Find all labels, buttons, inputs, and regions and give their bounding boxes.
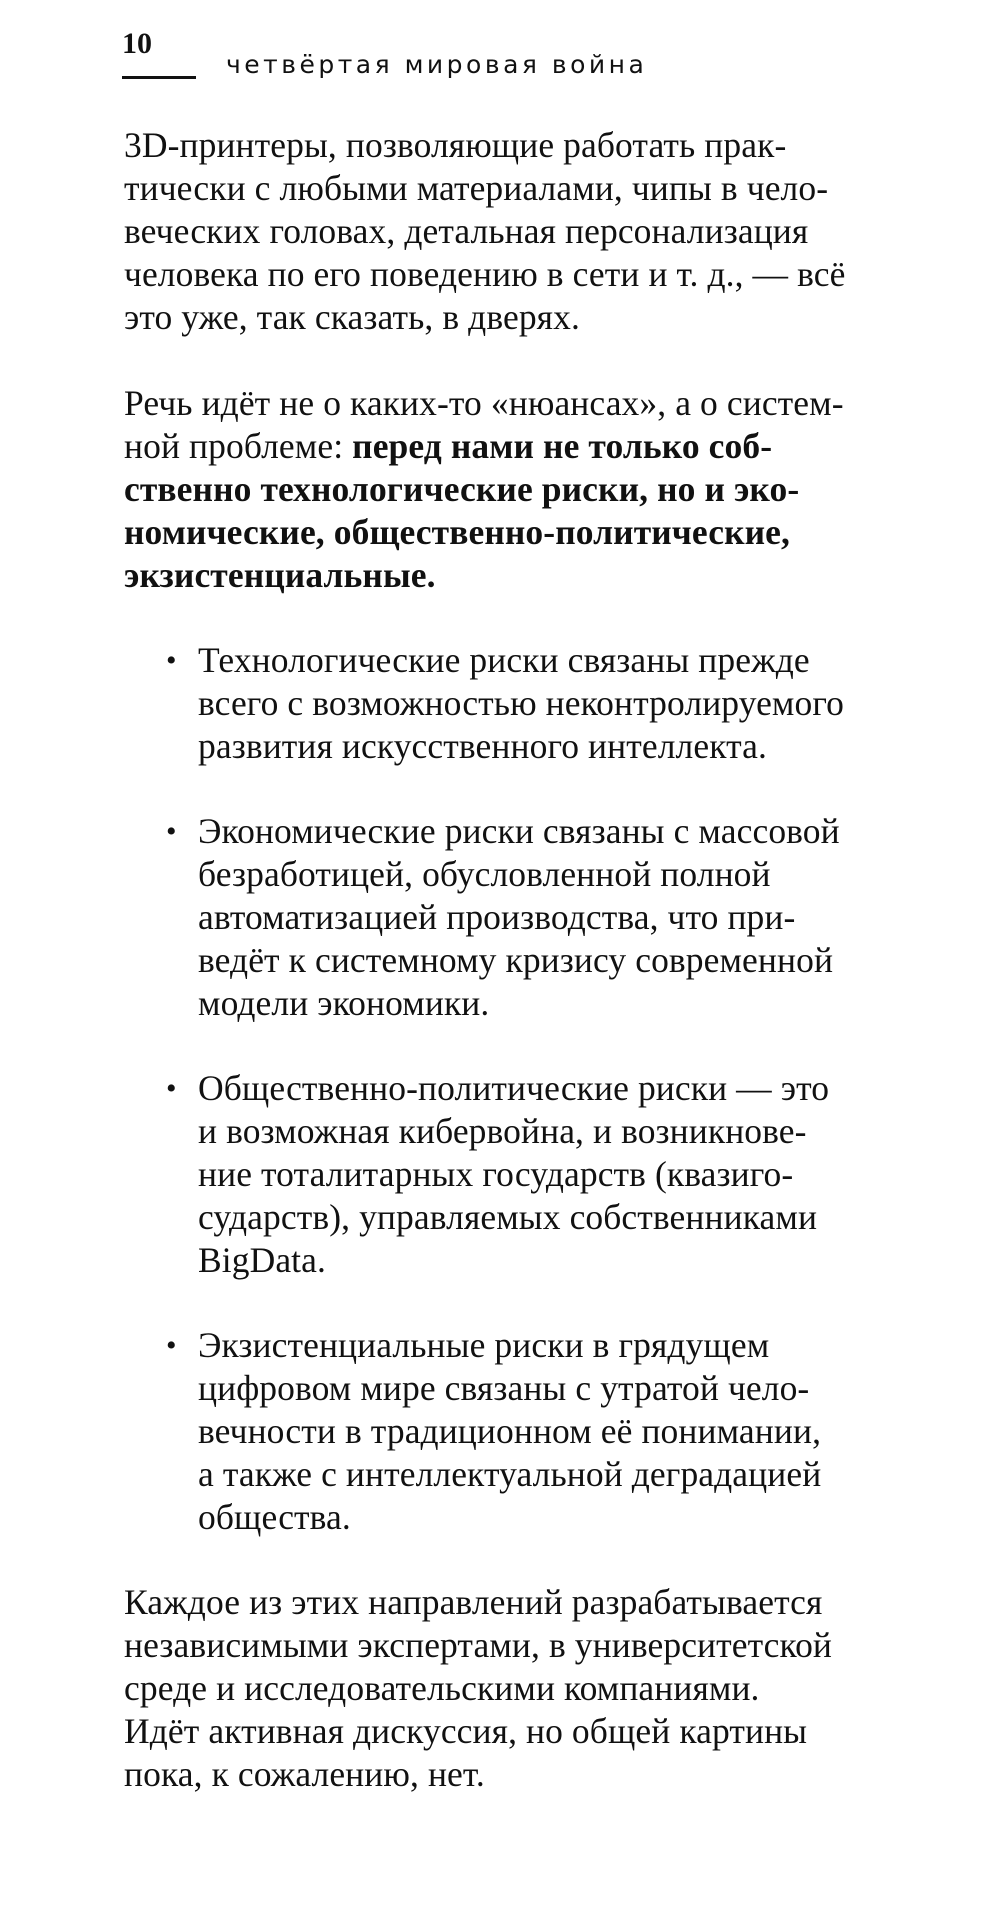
text-line-bold: ственно технологические риски, но и эко- [124, 469, 800, 509]
bullet-icon: • [166, 644, 177, 677]
text-line: 3D-принтеры, позволяющие работать прак- [124, 125, 787, 165]
running-header [122, 26, 882, 86]
bullet-icon: • [166, 1072, 177, 1105]
text-line: Общественно-политические риски — это [198, 1068, 830, 1108]
bullet-icon: • [166, 1329, 177, 1362]
text-line: это уже, так сказать, в дверях. [124, 297, 580, 337]
text-line: общества. [198, 1497, 351, 1537]
text-line: а также с интеллектуальной деградацией [198, 1454, 822, 1494]
text-line: пока, к сожалению, нет. [124, 1754, 485, 1794]
text-line: Речь идёт не о каких-то «нюансах», а о систем- [124, 383, 844, 423]
text-line: Экономические риски связаны с массовой [198, 811, 840, 851]
text-line: тически с любыми материалами, чипы в чело- [124, 168, 829, 208]
text-line: ние тоталитарных государств (квазиго- [198, 1154, 794, 1194]
text-line: безработицей, обусловленной полной [198, 854, 771, 894]
text-line-bold: экзистенциальные. [124, 555, 436, 595]
list-item [124, 810, 936, 1025]
text-line: всего с возможностью неконтролируемого [198, 683, 844, 723]
text-line-mixed [124, 425, 936, 468]
text-line: сударств), управляемых собственниками [198, 1197, 818, 1237]
text-line: и возможная кибервойна, и возникнове- [198, 1111, 807, 1151]
text-line: Идёт активная дискуссия, но общей картины [124, 1711, 808, 1751]
text-regular: ной проблеме: [124, 426, 353, 466]
body-text [124, 124, 936, 1796]
text-line: независимыми экспертами, в университетской [124, 1625, 833, 1665]
header-rule [122, 76, 196, 79]
text-line: веческих головах, детальная персонализация [124, 211, 809, 251]
text-line: Каждое из этих направлений разрабатывается [124, 1582, 823, 1622]
text-line-bold: номические, общественно-политические, [124, 512, 791, 552]
list-item [124, 1067, 936, 1282]
bullet-icon: • [166, 815, 177, 848]
text-bold: перед нами не только соб- [352, 426, 773, 466]
text-line: развития искусственного интеллекта. [198, 726, 767, 766]
text-line: человека по его поведению в сети и т. д., — всё [124, 254, 846, 294]
text-line: Технологические риски связаны прежде [198, 640, 810, 680]
text-line: Экзистенциальные риски в грядущем [198, 1325, 770, 1365]
list-item [124, 639, 936, 768]
paragraph-conclusion [124, 1581, 936, 1796]
paragraph-intro [124, 124, 936, 339]
text-line: ведёт к системному кризису современной [198, 940, 834, 980]
text-line: модели экономики. [198, 983, 490, 1023]
text-line: среде и исследовательскими компаниями. [124, 1668, 760, 1708]
page-number: 10 [122, 27, 152, 60]
list-item [124, 1324, 936, 1539]
text-line: вечности в традиционном её понимании, [198, 1411, 822, 1451]
text-line: цифровом мире связаны с утратой чело- [198, 1368, 810, 1408]
paragraph-risks [124, 382, 936, 597]
text-line: BigData. [198, 1240, 326, 1280]
running-title: четвёртая мировая война [226, 50, 648, 79]
risk-list [124, 639, 936, 1539]
text-line: автоматизацией производства, что при- [198, 897, 796, 937]
